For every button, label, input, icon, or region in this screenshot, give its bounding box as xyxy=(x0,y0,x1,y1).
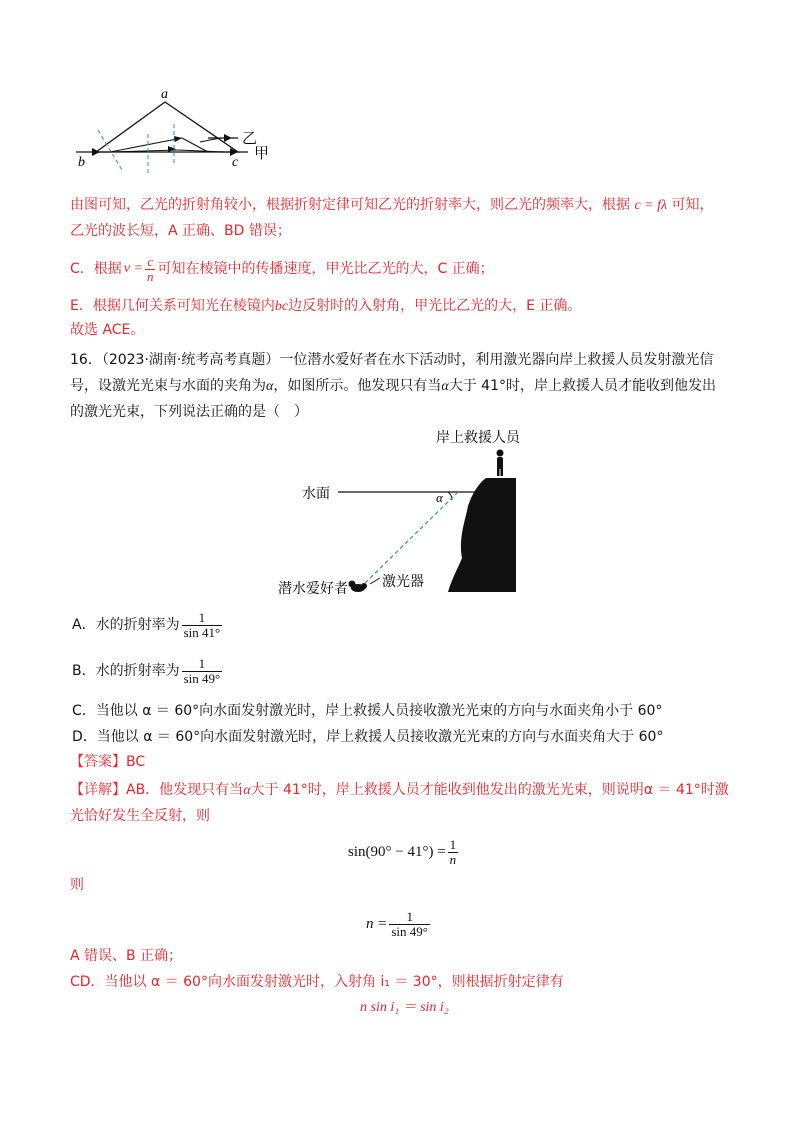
question16-line2: 号，设激光光束与水面的夹角为α，如图所示。他发现只有当α大于 41°时，岸上救援人员才能收到他发出 xyxy=(70,378,716,394)
arrow-yi xyxy=(174,136,182,142)
laser-beam xyxy=(364,492,458,584)
rescuer-person-icon xyxy=(497,450,504,477)
label-b: b xyxy=(78,155,85,170)
detail-ze: 则 xyxy=(70,877,84,893)
detail-ab-result: A 错误、B 正确； xyxy=(70,948,183,964)
detail-line2: 光恰好发生全反射，则 xyxy=(70,808,210,824)
label-yi: 乙 xyxy=(242,131,258,147)
prism-figure xyxy=(70,88,290,178)
prism-triangle xyxy=(96,102,238,152)
laser-label: 激光器 xyxy=(382,575,424,590)
arrow-jia xyxy=(168,146,176,152)
water-label: 水面 xyxy=(302,487,330,502)
refraction-law: n sin i₁ ＝ sin i₂ xyxy=(360,1000,449,1015)
option-b: B．水的折射率为 $\frac{1}{\sin 49^\circ}$ xyxy=(72,655,221,686)
option-d: D．当他以 α ＝ 60°向水面发射激光时，岸上救援人员接收激光光束的方向与水面夹角大于 60° xyxy=(72,729,664,745)
label-a: a xyxy=(161,87,168,102)
diver-label: 潜水爱好者 xyxy=(278,582,348,597)
angle-label: α xyxy=(436,490,443,505)
explanation15-choice: 故选 ACE。 xyxy=(70,322,145,338)
rescuer-label: 岸上救援人员 xyxy=(436,431,520,446)
option-c: C．当他以 α ＝ 60°向水面发射激光时，岸上救援人员接收激光光束的方向与水面夹角小于 60° xyxy=(72,703,663,719)
explanation15-e: E．根据几何关系可知光在棱镜内bc边反射时的入射角，甲光比乙光的大，E 正确。 xyxy=(70,298,582,314)
equation-2: n = $\frac{1}{\sin 49^\circ}$ xyxy=(366,908,428,939)
diver-figure xyxy=(278,418,550,603)
laser-pointer-line xyxy=(370,578,380,584)
equation-1: sin(90° − 41°) = $\frac{1}{n}$ xyxy=(348,836,457,867)
answer-label: 【答案】BC xyxy=(70,754,146,770)
detail-cd-line: CD．当他以 α ＝ 60°向水面发射激光时，入射角 i₁ ＝ 30°，则根据折射定律有 xyxy=(70,974,564,990)
explanation15-line1: 由图可知，乙光的折射角较小，根据折射定律可知乙光的折射率大，则乙光的频率大，根据 c = fλ 可知， xyxy=(70,197,714,213)
question16-line1: 16．（2023·湖南·统考高考真题）一位潜水爱好者在水下活动时，利用激光器向岸上救援人员发射激光信 xyxy=(70,352,714,368)
arrow-yi-out xyxy=(224,134,232,142)
label-c: c xyxy=(232,155,239,170)
question16-line3: 的激光光束，下列说法正确的是（ ） xyxy=(70,404,308,420)
detail-line1: 【详解】AB．他发现只有当α大于 41°时，岸上救援人员才能收到他发出的激光光束，则说明α ＝ 41°时激 xyxy=(70,782,729,798)
option-a: A．水的折射率为 $\frac{1}{\sin 41^\circ}$ xyxy=(72,609,221,640)
label-jia: 甲 xyxy=(254,146,270,162)
explanation15-line2: 乙光的波长短，A 正确、BD 错误； xyxy=(70,223,291,239)
diver-icon xyxy=(349,581,368,593)
explanation15-c: C．根据 v = $\frac{c}{n}$ 可知在棱镜中的传播速度，甲光比乙光的大，C 正确； xyxy=(70,253,494,284)
cliff-shape xyxy=(448,478,516,592)
